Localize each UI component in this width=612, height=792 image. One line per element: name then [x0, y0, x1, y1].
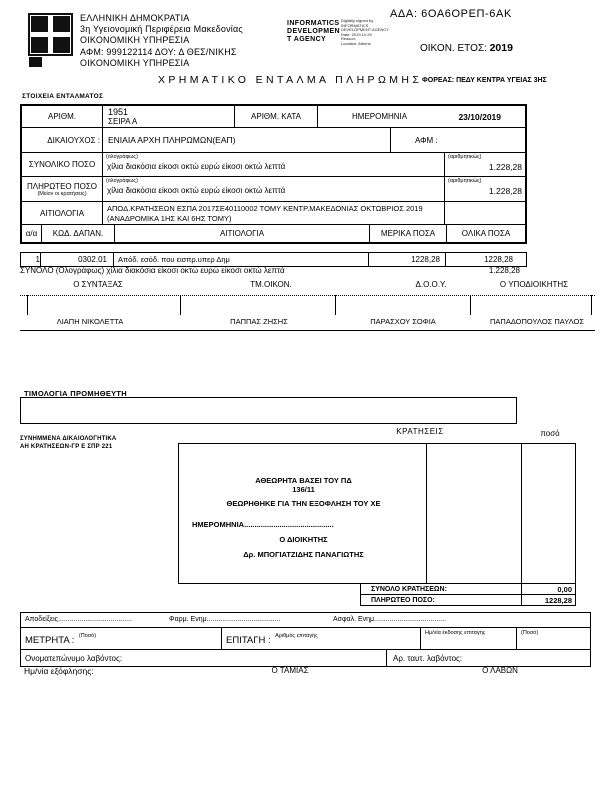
expense-row — [20, 252, 527, 267]
number-label: ΑΡΙΘΜ. — [22, 106, 103, 127]
payoff-date-label: Ημ/νία εξόφλησης: — [24, 666, 94, 676]
cash-label: ΜΕΤΡΗΤΑ : — [25, 635, 75, 646]
cross-quadrant — [31, 37, 48, 53]
signature-name: ΛΙΑΠΗ ΝΙΚΟΛΕΤΤΑ — [56, 317, 124, 326]
in-words-tag: (ολογράφως) — [106, 154, 138, 160]
amount-header: ποσό — [540, 429, 560, 438]
org-line: ΑΦΜ: 999122114 ΔΟΥ: Δ ΘΕΣ/ΝΙΚΗΣ — [80, 46, 237, 57]
signature-tick — [591, 295, 592, 315]
ada-label: ΑΔΑ: — [390, 8, 418, 20]
digital-signature-agency — [287, 20, 340, 44]
sig-detail-line: Location: Athens — [341, 40, 371, 46]
cash-amount-tag: (Ποσό) — [78, 633, 97, 639]
ada-value: 6ΟΑ6ΟΡΕΠ-6ΑΚ — [421, 8, 512, 20]
sum-label: ΣΥΝΟΛΟ (Ολογράφως) — [20, 266, 105, 275]
payable-label-sub: (Μείον οι κρατήσεις) — [37, 190, 87, 197]
fiscal-year — [420, 42, 513, 54]
total-amount-label: ΣΥΝΟΛΙΚΟ ΠΟΣΟ — [22, 153, 103, 176]
deductions-amount-column — [521, 443, 576, 584]
cash-cell — [21, 628, 222, 649]
deductions-column — [426, 443, 522, 584]
expense-code: 0302.01 — [41, 253, 114, 266]
payable-amount-cell — [445, 177, 525, 201]
expense-partial-amount: 1228,28 — [369, 253, 446, 266]
stamp-line: 136/11 — [292, 485, 315, 494]
row-beneficiary — [22, 128, 525, 153]
payable-label-main: ΠΛΗΡΩΤΕΟ ΠΟΣΟ — [26, 181, 98, 191]
sum-words — [20, 266, 285, 275]
signature-name: ΠΑΠΑΔΟΠΟΥΛΟΣ ΠΑΥΛΟΣ — [489, 317, 585, 326]
org-header — [80, 13, 243, 69]
total-amount-cell — [445, 153, 525, 176]
row-payable-amount — [22, 177, 525, 202]
signature-divider — [20, 295, 595, 296]
payment-box — [20, 612, 591, 667]
expense-total-amount: 1228,28 — [484, 255, 513, 264]
cashier-label: Ο ΤΑΜΙΑΣ — [271, 666, 309, 675]
deductions-total-value: 0,00 — [557, 584, 572, 594]
in-numbers-tag: (αριθμητικώς) — [448, 178, 482, 184]
cross-quadrant — [53, 37, 70, 53]
signature-role: Δ.Ο.Ο.Υ. — [415, 280, 447, 289]
sig-detail-line: Reason: — [341, 36, 356, 42]
section-label: ΣΤΟΙΧΕΙΑ ΕΝΤΑΛΜΑΤΟΣ — [22, 93, 104, 100]
payment-method-row — [21, 628, 590, 650]
sig-detail-line: DEVELOPMENT AGENCY — [341, 27, 389, 33]
in-numbers-tag: (αριθμητικώς) — [448, 154, 482, 160]
afm-label: ΑΦΜ : — [415, 135, 438, 145]
attachments-note — [20, 436, 116, 451]
fiscal-year-value: 2019 — [489, 42, 513, 54]
signature-name: ΠΑΠΠΑΣ ΖΗΣΗΣ — [230, 317, 288, 326]
net-payable-value: 1228,28 — [544, 595, 572, 605]
agency-line: DEVELOPMEN — [287, 28, 341, 35]
total-words-cell — [103, 153, 445, 176]
deductions-header: ΚΡΑΤΗΣΕΙΣ — [396, 427, 444, 436]
row-number — [22, 106, 525, 128]
org-line: ΟΙΚΟΝΟΜΙΚΗ ΥΠΗΡΕΣΙΑ — [80, 35, 190, 46]
receipts-row — [21, 613, 590, 628]
payable-amount-words: χίλια διακόσια είκοσι οκτώ ευρώ είκοσι οκτώ λεπτά — [107, 186, 286, 195]
in-words-tag: (ολογράφως) — [106, 178, 138, 184]
beneficiary-label: ΔΙΚΑΙΟΥΧΟΣ : — [22, 128, 103, 152]
supplier-invoices-box — [20, 397, 517, 424]
date-value: 23/10/2019 — [458, 111, 501, 122]
date-cell — [318, 106, 525, 127]
recipient-row — [21, 650, 590, 666]
beneficiary-value: ΕΝΙΑΙΑ ΑΡΧΗ ΠΛΗΡΩΜΩΝ(ΕΑΠ) — [103, 128, 391, 152]
kata-label: ΑΡΙΘΜ. ΚΑΤΑ — [235, 106, 318, 127]
row-reason — [22, 202, 525, 225]
payable-words-cell — [103, 177, 445, 201]
cross-quadrant — [31, 16, 48, 32]
payable-amount-label — [22, 177, 103, 201]
agency-line: INFORMATICS — [287, 20, 340, 27]
net-payable-row — [360, 594, 576, 606]
recipient-id-label: Αρ. ταυτ. λαβόντος: — [393, 653, 463, 663]
agency-line — [422, 77, 547, 84]
expense-reason: Απόδ. εσόδ. που εισπρ.υπερ Δημ — [114, 253, 369, 266]
cross-quadrant — [53, 16, 70, 32]
total-header: ΟΛΙΚΑ ΠΟΣΑ — [461, 229, 511, 238]
document-title: ΧΡΗΜΑΤΙΚΟ ΕΝΤΑΛΜΑ ΠΛΗΡΩΜΗΣ — [158, 74, 423, 86]
total-amount-words: χίλια διακόσια είκοσι οκτώ ευρώ είκοσι οκτώ λεπτά — [107, 162, 286, 171]
org-line: 3η Υγειονομική Περιφέρεια Μακεδονίας — [80, 24, 243, 35]
receiver-label: Ο ΛΑΒΩΝ — [482, 666, 518, 675]
sum-words-text: χίλια διακόσια είκοσι οκτώ ευρώ είκοσι οκτώ λεπτά — [106, 266, 285, 275]
agency-value: ΠΕΔΥ ΚΕΝΤΡΑ ΥΓΕΙΑΣ 3ΗΣ — [456, 77, 547, 84]
reason-cell — [103, 202, 445, 224]
number-value-cell — [103, 106, 235, 127]
code-header: ΚΩΔ. ΔΑΠΑΝ. — [42, 225, 115, 242]
net-payable-label: ΠΛΗΡΩΤΕΟ ΠΟΣΟ: — [361, 595, 522, 605]
signature-role: ΤΜ.ΟΙΚΟΝ. — [250, 280, 292, 289]
check-amount-tag: (Ποσό) — [521, 630, 539, 636]
reason-line: ΑΠΟΔ.ΚΡΑΤΗΣΕΩΝ ΕΣΠΑ 2017ΣΕ40110002 ΤΟΜΥ ΚΕΝΤΡ.ΜΑΚΕΔΟΝΙΑΣ ΟΚΤΩΒΡΙΟΣ 2019 — [107, 204, 423, 213]
signature-role: Ο ΥΠΟΔΙΟΙΚΗΤΗΣ — [499, 280, 569, 289]
signature-tick — [470, 295, 471, 315]
aa-header: α/α — [22, 225, 42, 242]
stamp-signer-name: Δρ. ΜΠΟΓΙΑΤΖΙΔΗΣ ΠΑΝΑΓΙΩΤΗΣ — [243, 550, 364, 559]
signature-name: ΠΑΡΑΣΧΟΥ ΣΟΦΙΑ — [370, 317, 436, 326]
payable-amount-value: 1.228,28 — [488, 186, 522, 196]
reason-empty-cell — [445, 202, 525, 224]
stamp-date-line: ΗΜΕΡΟΜΗΝΙΑ........................................... — [192, 520, 334, 529]
receipts-label: Αποδείξεις...................................... — [25, 616, 132, 623]
sig-detail-line: INFORMATICS — [341, 22, 369, 28]
supplier-invoices-label: ΤΙΜΟΛΟΓΙΑ ΠΡΟΜΗΘΕΥΤΗ — [24, 389, 128, 398]
sig-detail-line: Date: 2019.10.29 — [341, 31, 372, 37]
row-total-amount — [22, 153, 525, 177]
partial-header: ΜΕΡΙΚΑ ΠΟΣΑ — [370, 225, 447, 242]
stamp-line: ΘΕΩΡΗΘΗΚΕ ΓΙΑ ΤΗΝ ΕΞΟΦΛΗΣΗ ΤΟΥ ΧΕ — [226, 499, 381, 508]
agency-label: ΦΟΡΕΑΣ: — [422, 77, 455, 84]
approval-stamp-box — [178, 443, 427, 584]
stamp-role-line: Ο ΔΙΟΙΚΗΤΗΣ — [279, 535, 328, 544]
check-date-cell — [421, 628, 517, 649]
signature-underline — [20, 330, 595, 331]
org-line: ΕΛΛΗΝΙΚΗ ΔΗΜΟΚΡΑΤΙΑ — [80, 13, 190, 23]
sum-line — [20, 266, 527, 275]
check-number-tag: Αριθμός επιταγής — [275, 633, 318, 639]
expense-header-row — [22, 225, 525, 242]
deductions-total-label: ΣΥΝΟΛΟ ΚΡΑΤΗΣΕΩΝ: — [361, 584, 522, 594]
recipient-name-label: Ονοματεπώνυμο λαβόντος: — [21, 650, 387, 666]
agency-line: T AGENCY — [287, 36, 327, 43]
reason-line: (ΑΝΑΔΡΟΜΙΚΑ 1ΗΣ ΚΑΙ 6ΗΣ ΤΟΜΥ) — [107, 213, 232, 223]
attachments-line: ΣΥΝΗΜΜΕΝΑ ΔΙΚΑΙΟΛΟΓΗΤΙΚΑ — [20, 436, 117, 442]
fiscal-year-label: ΟΙΚΟΝ. ΕΤΟΣ: — [420, 43, 487, 54]
check-label: ΕΠΙΤΑΓΗ : — [226, 635, 271, 646]
expense-aa: 1 — [21, 253, 41, 266]
signature-tick — [27, 295, 28, 315]
sig-detail-line: Digitally signed by — [341, 18, 374, 23]
org-line: ΟΙΚΟΝΟΜΙΚΗ ΥΠΗΡΕΣΙΑ — [80, 57, 190, 68]
pharmacy-label: Φαρμ. Ενημ...................................... — [169, 616, 281, 623]
stamp-line: ΑΘΕΩΡΗΤΑ ΒΑΣΕΙ ΤΟΥ ΠΔ — [255, 476, 352, 485]
signature-tick — [335, 295, 336, 315]
date-label: ΗΜΕΡΟΜΗΝΙΑ — [352, 112, 408, 121]
total-amount-value: 1.228,28 — [488, 162, 522, 172]
order-series: ΣΕΙΡΑ Α — [108, 117, 138, 126]
greek-cross-logo — [28, 13, 73, 56]
ada-code — [390, 8, 512, 20]
check-amount-cell — [517, 628, 590, 649]
signature-tick — [180, 295, 181, 315]
sum-amount: 1.228,28 — [488, 266, 520, 275]
attachments-line: ΑΗ ΚΡΑΤΗΣΕΩΝ-ΓΡ Ε ΣΠΡ 221 — [20, 443, 113, 450]
check-cell — [222, 628, 421, 649]
stamp-mark — [29, 57, 42, 67]
signature-role: Ο ΣΥΝΤΑΞΑΣ — [73, 280, 123, 289]
order-number: 1951 — [108, 107, 129, 117]
check-date-tag: Ημ/νία έκδοσης επιταγής — [425, 630, 486, 636]
reason-label: ΑΙΤΙΟΛΟΓΙΑ — [22, 202, 103, 224]
reason-header: ΑΙΤΙΟΛΟΓΙΑ — [115, 225, 370, 242]
insurance-label: Ασφαλ. Ενημ..................................... — [333, 616, 447, 623]
digital-signature-details — [341, 19, 389, 47]
order-details-table — [20, 104, 527, 244]
